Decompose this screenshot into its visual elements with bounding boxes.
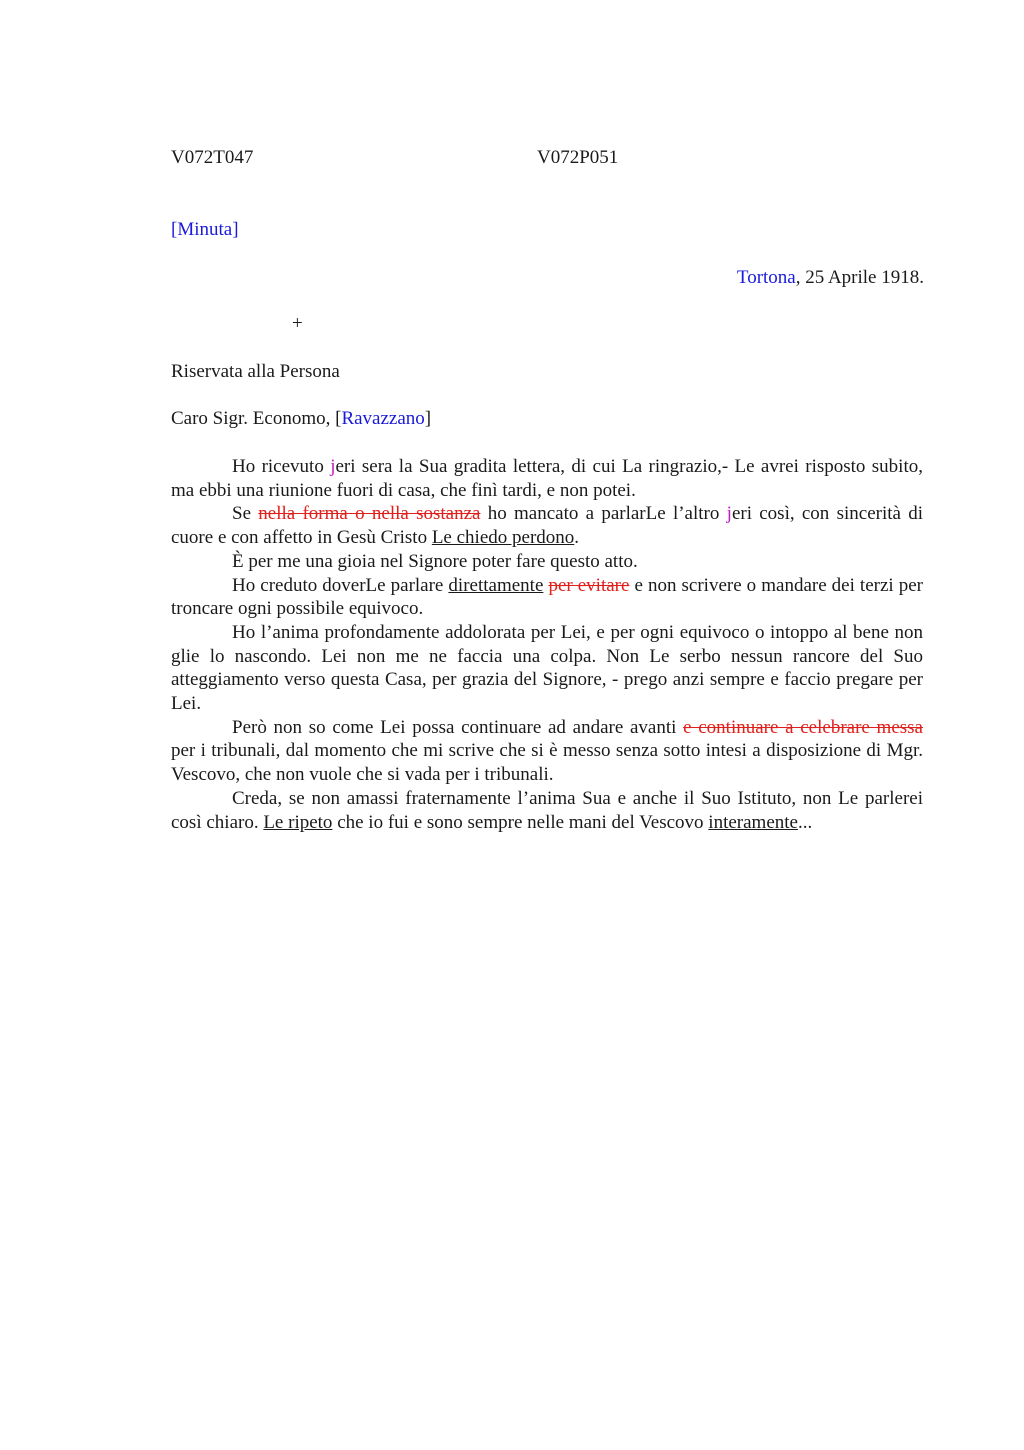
text-run: e non scrivere o mandare dei terzi per troncare ogni possibile equivoco. [171, 574, 923, 620]
paragraph-3: È per me una gioia nel Signore poter fare questo atto. [232, 550, 638, 572]
document-code-left: V072T047 [171, 147, 254, 168]
deleted-text: per evitare [548, 574, 630, 596]
salutation [171, 408, 431, 430]
paragraph-4 [171, 574, 923, 621]
paragraph-6 [171, 716, 923, 787]
cross-symbol: + [292, 313, 303, 334]
deleted-text: nella forma o nella sostanza [258, 503, 481, 525]
underlined-text: Le chiedo perdono [431, 527, 575, 549]
paragraph-1 [171, 455, 923, 502]
text-run: ho mancato a parlarLe l’altro [480, 503, 727, 525]
text-run: eri così, con sincerità di cuore e con affetto in Gesù Cristo [171, 503, 923, 549]
paragraph-5: Ho l’anima profondamente addolorata per Lei, e per ogni equivoco o intoppo al bene non glie lo nascondo. Lei non me ne faccia una colpa. Non Le serbo nessun rancore del Suo atteggiamento verso questa Casa, per grazia del Signore, - prego anzi sempre e faccio pregare per Lei. [171, 621, 923, 715]
salutation-close: ] [424, 408, 432, 429]
underlined-text: interamente [708, 811, 798, 833]
dateline [737, 267, 924, 289]
text-run: Creda, se non amassi fraternamente l’anima Sua e anche il Suo Istituto, non Le parlerei così chiaro. [171, 787, 923, 833]
document-code-right: V072P051 [537, 147, 619, 168]
text-run: ... [797, 811, 813, 833]
text-run: Ho creduto doverLe parlare [232, 574, 449, 596]
recipient-name: Ravazzano [341, 408, 425, 429]
letter-body [171, 455, 923, 834]
place-name: Tortona [736, 267, 796, 288]
text-run: eri sera la Sua gradita lettera, di cui La ringrazio,- Le avrei risposto subito, ma ebbi una riunione fuori di casa, che finì tardi, e non potei. [171, 456, 923, 501]
deleted-text: e continuare a celebrare messa [683, 716, 923, 738]
salutation-text: Caro Sigr. Economo, [ [171, 408, 342, 429]
paragraph-7 [171, 787, 923, 834]
reserved-note: Riservata alla Persona [171, 361, 340, 382]
underlined-text: direttamente [448, 574, 544, 596]
text-run: . [574, 527, 580, 549]
text-run: Però non so come Lei possa continuare ad andare avanti [232, 716, 684, 738]
paragraph-2 [171, 502, 923, 549]
minuta-label: [Minuta] [171, 219, 239, 240]
text-run: Ho ricevuto [232, 456, 331, 477]
text-run: Se [232, 503, 259, 525]
text-run: che io fui e sono sempre nelle mani del Vescovo [332, 811, 709, 833]
correction-letter: j [330, 456, 336, 477]
correction-letter: j [726, 503, 732, 525]
underlined-text: Le ripeto [263, 811, 333, 833]
text-run: per i tribunali, dal momento che mi scrive che si è messo senza sotto intesi a disposizione di Mgr. Vescovo, che non vuole che si vada per i tribunali. [171, 740, 923, 786]
date-text: , 25 Aprile 1918. [795, 267, 924, 288]
